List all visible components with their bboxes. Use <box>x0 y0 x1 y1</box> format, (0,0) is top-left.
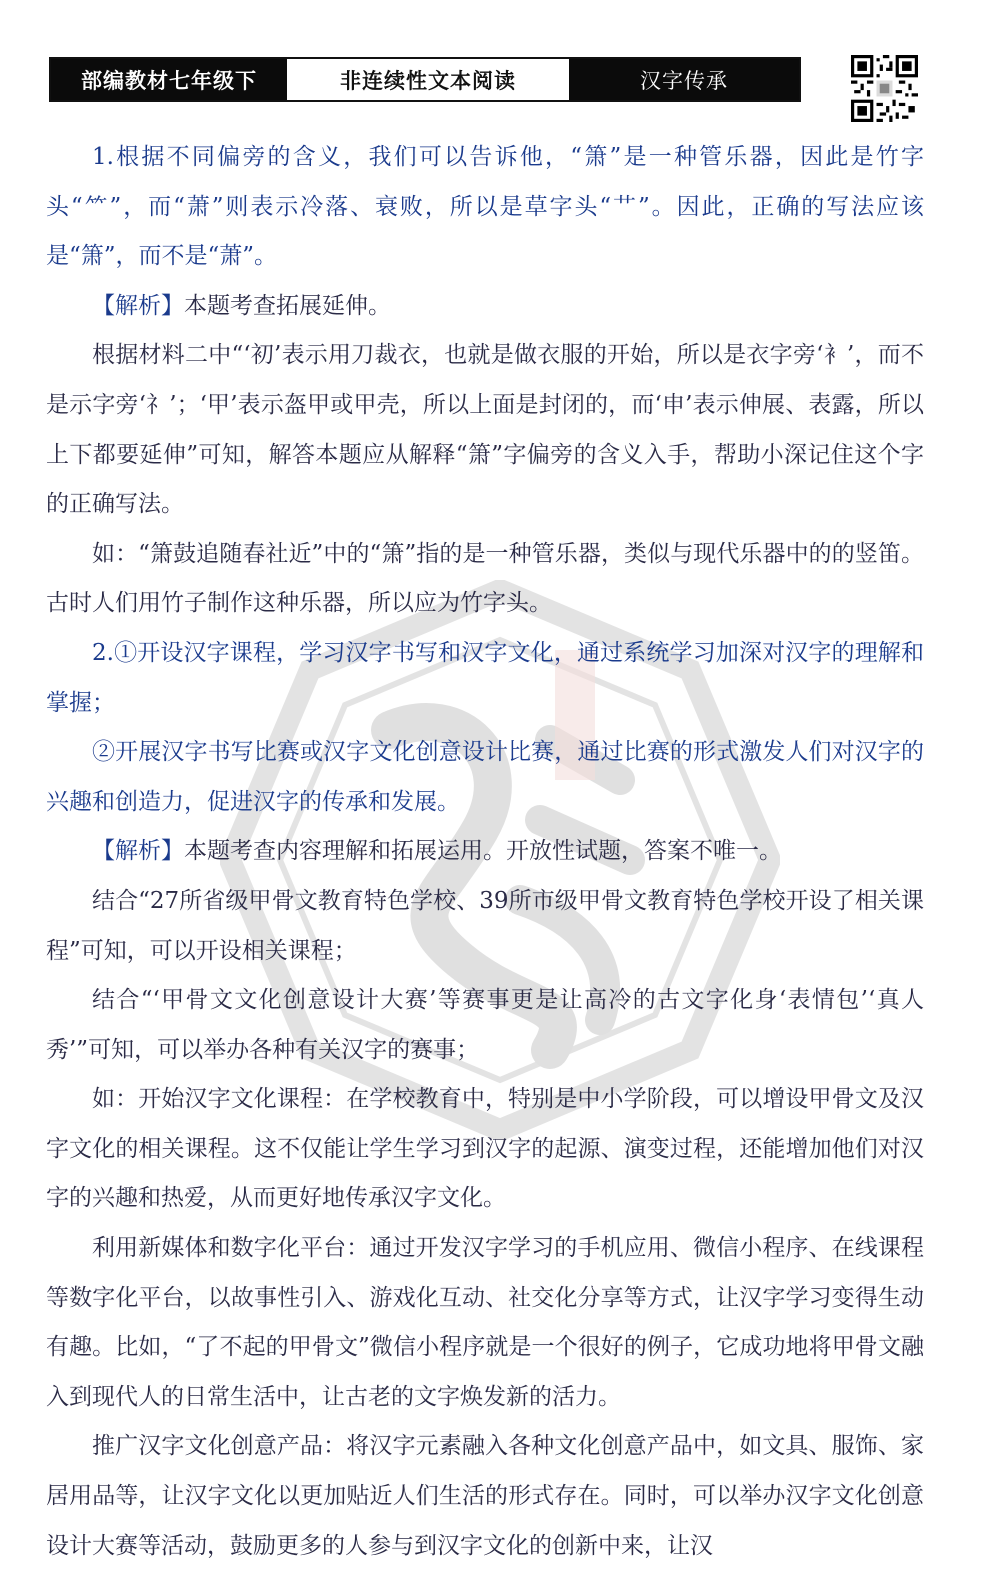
analysis-paragraph <box>46 827 924 877</box>
body-paragraph: 推广汉字文化创意产品：将汉字元素融入各种文化创意产品中，如文具、服饰、家居用品等，让汉字文化以更加贴近人们生活的形式存在。同时，可以举办汉字文化创意设计大赛等活动，鼓励更多的人参与到汉字文化的创新中来，让汉 <box>46 1433 924 1559</box>
analysis-label: 【解析】 <box>92 838 184 865</box>
answer-paragraph: 1.根据不同偏旁的含义，我们可以告诉他，“箫”是一种管乐器，因此是竹字头“⺮”，而“萧”则表示冷落、衰败，所以是草字头“艹”。因此，正确的写法应该是“箫”，而不是“萧”。 <box>46 144 924 270</box>
body-paragraph: 结合“‘甲骨文文化创意设计大赛’等赛事更是让高冷的古文字化身‘表情包’‘真人秀’”可知，可以举办各种有关汉字的赛事； <box>46 987 924 1063</box>
analysis-text: 本题考查内容理解和拓展运用。开放性试题，答案不唯一。 <box>184 838 782 865</box>
header-topic-label: 汉字传承 <box>569 59 799 100</box>
body-paragraph: 如：“箫鼓追随春社近”中的“箫”指的是一种管乐器，类似与现代乐器中的的竖笛。古时人们用竹子制作这种乐器，所以应为竹字头。 <box>46 540 924 617</box>
analysis-label: 【解析】 <box>92 292 184 319</box>
header-section-title: 非连续性文本阅读 <box>287 59 569 100</box>
answer-paragraph: ②开展汉字书写比赛或汉字文化创意设计比赛，通过比赛的形式激发人们对汉字的兴趣和创造力，促进汉字的传承和发展。 <box>46 739 924 815</box>
header-bar <box>49 57 801 102</box>
body-paragraph: 利用新媒体和数字化平台：通过开发汉字学习的手机应用、微信小程序、在线课程等数字化平台，以故事性引入、游戏化互动、社交化分享等方式，让汉字学习变得生动有趣。比如，“了不起的甲骨文”微信小程序就是一个很好的例子，它成功地将甲骨文融入到现代人的日常生活中，让古老的文字焕发新的活力。 <box>46 1235 924 1410</box>
answer-paragraph: 2.①开设汉字课程，学习汉字书写和汉字文化，通过系统学习加深对汉字的理解和掌握； <box>46 639 924 716</box>
body-paragraph: 结合“27所省级甲骨文教育特色学校、39所市级甲骨文教育特色学校开设了相关课程”可知，可以开设相关课程； <box>46 887 924 964</box>
header-grade-label: 部编教材七年级下 <box>51 59 287 100</box>
body-paragraph: 根据材料二中“‘初’表示用刀裁衣，也就是做衣服的开始，所以是衣字旁‘衤’，而不是示字旁‘礻’；‘甲’表示盔甲或甲壳，所以上面是封闭的，而‘申’表示伸展、表露，所以上下都要延伸”可知，解答本题应从解释“箫”字偏旁的含义入手，帮助小深记住这个字的正确写法。 <box>46 342 924 518</box>
analysis-text: 本题考查拓展延伸。 <box>184 292 391 319</box>
analysis-paragraph <box>46 282 924 332</box>
qr-code-icon[interactable] <box>851 55 918 122</box>
answer-content <box>46 133 924 1571</box>
body-paragraph: 如：开始汉字文化课程：在学校教育中，特别是中小学阶段，可以增设甲骨文及汉字文化的相关课程。这不仅能让学生学习到汉字的起源、演变过程，还能增加他们对汉字的兴趣和热爱，从而更好地传承汉字文化。 <box>46 1086 924 1212</box>
